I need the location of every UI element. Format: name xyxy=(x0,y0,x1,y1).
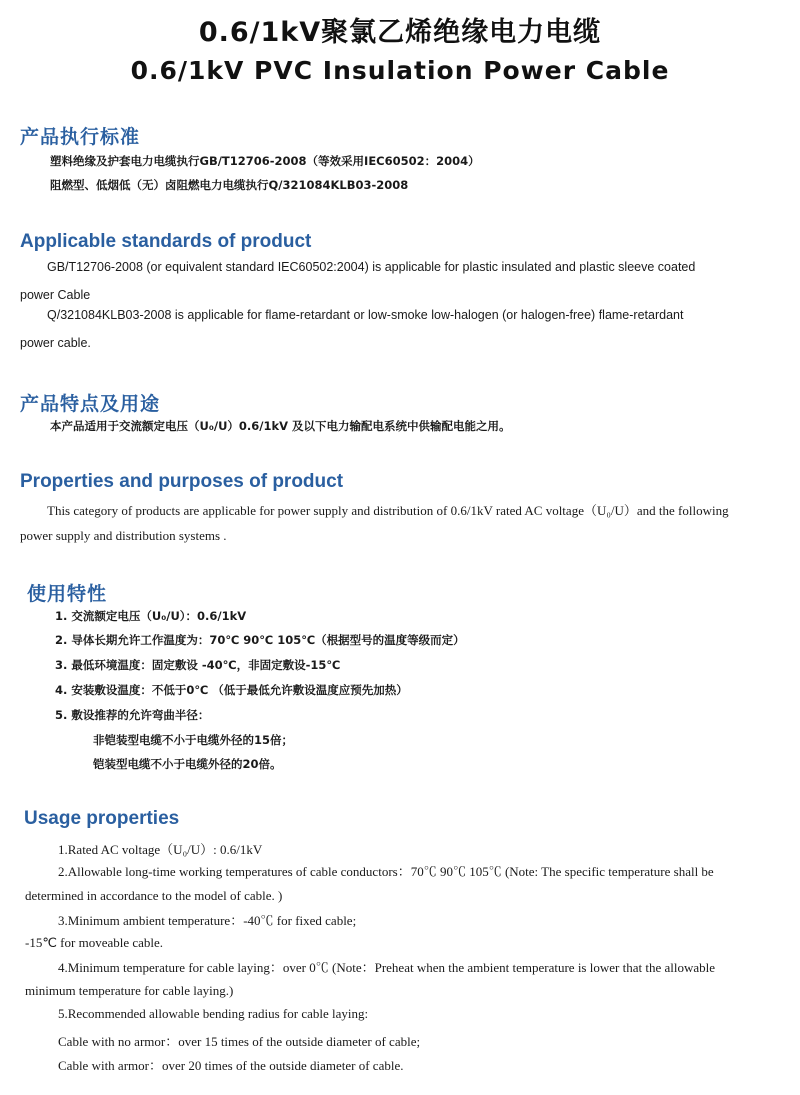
heading-standards-cn: 产品执行标准 xyxy=(20,126,141,148)
usage-en-line-8: 5.Recommended allowable bending radius for cable laying: xyxy=(58,1006,369,1021)
usage-cn-line-5: 5. 敷设推荐的允许弯曲半径： xyxy=(55,708,210,722)
features-en-line-1: This category of products are applicable for power supply and distribution of 0.6/1kV rated AC voltage（U₀/U）and the following xyxy=(47,503,729,518)
title-chinese: 0.6/1kV聚氯乙烯绝缘电力电缆 xyxy=(198,17,602,48)
usage-cn-line-4: 4. 安装敷设温度：不低于0℃ （低于最低允许敷设温度应预先加热） xyxy=(55,683,408,697)
usage-en-line-7: minimum temperature for cable laying.) xyxy=(25,983,234,998)
heading-features-en: Properties and purposes of product xyxy=(20,471,344,492)
usage-en-line-3: determined in accordance to the model of cable. ) xyxy=(25,888,283,903)
usage-en-line-10: Cable with armor：over 20 times of the outside diameter of cable. xyxy=(58,1058,404,1073)
usage-en-line-6: 4.Minimum temperature for cable laying：over 0℃ (Note：Preheat when the ambient temperature is lower that the allowable xyxy=(58,960,716,975)
heading-features-cn: 产品特点及用途 xyxy=(20,393,161,415)
standards-cn-line-1: 塑料绝缘及护套电力电缆执行GB/T12706-2008（等效采用IEC60502：2004） xyxy=(50,154,480,168)
usage-cn-line-7: 铠装型电缆不小于电缆外径的20倍。 xyxy=(93,757,282,771)
usage-cn-line-1: 1. 交流额定电压（U₀/U）：0.6/1kV xyxy=(55,609,247,623)
usage-cn-line-3: 3. 最低环境温度：固定敷设 -40℃，非固定敷设-15℃ xyxy=(55,658,341,672)
standards-en-line-4: power cable. xyxy=(20,336,91,350)
standards-en-line-2: power Cable xyxy=(20,288,91,302)
usage-en-line-4: 3.Minimum ambient temperature：-40℃ for fixed cable; xyxy=(58,913,357,928)
standards-en-line-1: GB/T12706-2008 (or equivalent standard IEC60502:2004) is applicable for plastic insulated and plastic sleeve coated xyxy=(47,260,696,274)
usage-en-line-1: 1.Rated AC voltage（U₀/U）: 0.6/1kV xyxy=(58,842,263,857)
usage-en-line-9: Cable with no armor：over 15 times of the outside diameter of cable; xyxy=(58,1034,421,1049)
features-cn-line-1: 本产品适用于交流额定电压（U₀/U）0.6/1kV 及以下电力输配电系统中供输配电能之用。 xyxy=(50,419,511,433)
usage-cn-line-6: 非铠装型电缆不小于电缆外径的15倍； xyxy=(93,733,294,747)
standards-en-line-3: Q/321084KLB03-2008 is applicable for flame-retardant or low-smoke low-halogen (or halogen-free) flame-retardant xyxy=(47,308,684,322)
heading-usage-en: Usage properties xyxy=(24,808,180,829)
usage-en-line-5: -15℃ for moveable cable. xyxy=(25,935,164,950)
usage-en-line-2: 2.Allowable long-time working temperatures of cable conductors：70℃ 90℃ 105℃ (Note: The specific temperature shall be xyxy=(58,864,714,879)
features-en-line-2: power supply and distribution systems . xyxy=(20,528,227,543)
usage-cn-line-2: 2. 导体长期允许工作温度为：70℃ 90℃ 105℃（根据型号的温度等级而定） xyxy=(55,633,465,647)
heading-standards-en: Applicable standards of product xyxy=(20,231,312,252)
heading-usage-cn: 使用特性 xyxy=(27,583,108,605)
standards-cn-line-2: 阻燃型、低烟低（无）卤阻燃电力电缆执行Q/321084KLB03-2008 xyxy=(50,178,409,192)
title-english: 0.6/1kV PVC Insulation Power Cable xyxy=(130,56,670,85)
